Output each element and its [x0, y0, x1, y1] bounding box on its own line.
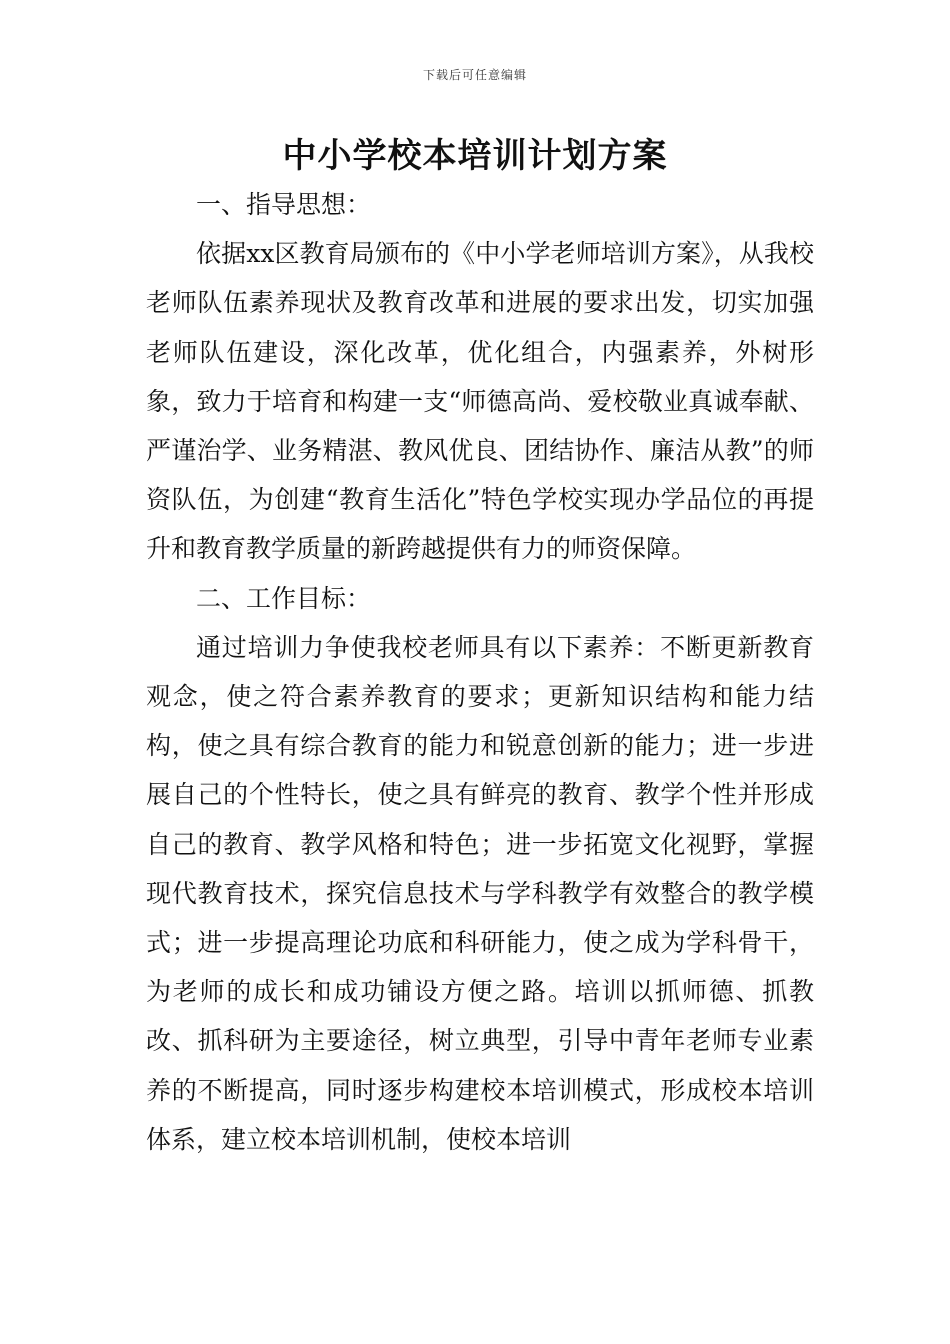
document-title: 中小学校本培训计划方案 [282, 136, 668, 176]
section-heading-guiding-thought: 一、指导思想： [196, 190, 372, 219]
header-note: 下载后可任意编辑 [422, 68, 527, 82]
section-paragraph-work-goals: 通过培训力争使我校老师具有以下素养：不断更新教育观念，使之符合素养教育的要求；更新知识结构和能力结构，使之具有综合教育的能力和锐意创新的能力；进一步进展自己的个性特长，使之具有鲜亮的教育、教学个性并形成自己的教育、教学风格和特色；进一步拓宽文化视野，掌握现代教育技术，探究信息技术与学科教学有效整合的教学模式；进一步提高理论功底和科研能力，使之成为学科骨干，为老师的成长和成功铺设方便之路。培训以抓师德、抓教改、抓科研为主要途径，树立典型，引导中青年老师专业素养的不断提高，同时逐步构建校本培训模式，形成校本培训体系，建立校本培训机制，使校本培训 [146, 632, 814, 1154]
document-body [146, 180, 814, 1164]
section-heading-work-goals: 二、工作目标： [196, 583, 372, 613]
section-paragraph-guiding-thought: 依据xx区教育局颁布的《中小学老师培训方案》，从我校老师队伍素养现状及教育改革和进展的要求出发，切实加强老师队伍建设，深化改革，优化组合，内强素养，外树形象，致力于培育和构建一支“师德高尚、爱校敬业真诚奉献、严谨治学、业务精湛、教风优良、团结协作、廉洁从教”的师资队伍，为创建“教育生活化”特色学校实现办学品位的再提升和教育教学质量的新跨越提供有力的师资保障。 [146, 239, 814, 564]
